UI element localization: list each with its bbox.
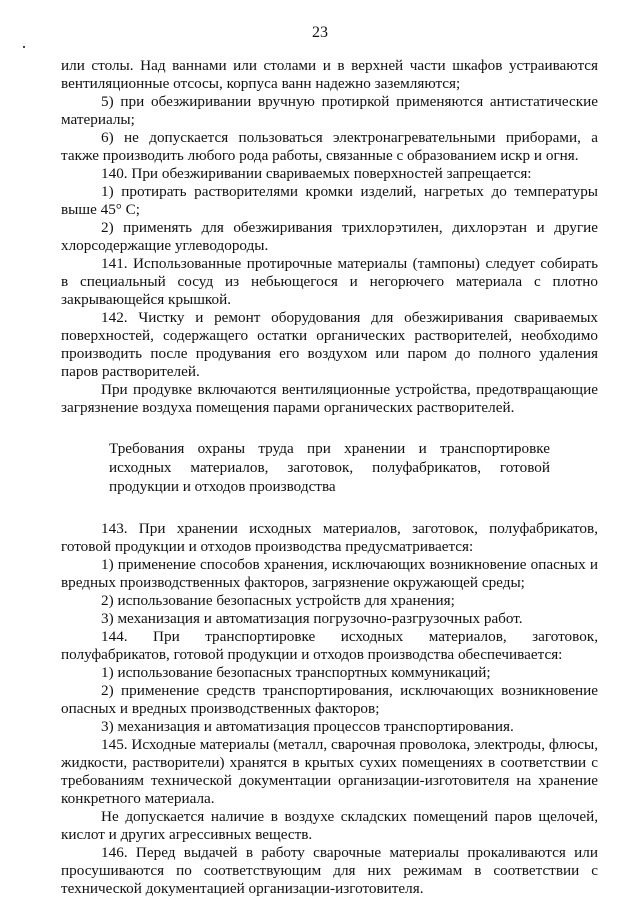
section-heading: Требования охраны труда при хранении и транспортировке исходных материалов, заготовок, полуфабрикатов, готовой продукции и отходов производства — [109, 440, 550, 495]
paragraph: 145. Исходные материалы (металл, сварочная проволока, электроды, флюсы, жидкости, растворители) хранятся в крытых сухих помещениях в соответствии с требованиям технической документации организации-изготовителя на хранение конкретного материала. — [61, 736, 598, 807]
paragraph: 5) при обезжиривании вручную протиркой применяются антистатические материалы; — [61, 93, 598, 128]
paragraph: 2) использование безопасных устройств для хранения; — [101, 592, 455, 609]
scan-speck — [23, 46, 25, 48]
paragraph: 144. При транспортировке исходных материалов, заготовок, полуфабрикатов, готовой продукции и отходов производства обеспечивается: — [61, 628, 598, 663]
paragraph: 146. Перед выдачей в работу сварочные материалы прокаливаются или просушиваются по соответствующим для них режимам в соответствии с технической документацией организации-изготовителя. — [61, 844, 598, 897]
document-body — [61, 57, 598, 898]
paragraph: 1) применение способов хранения, исключающих возникновение опасных и вредных производственных факторов, загрязнение окружающей среды; — [61, 556, 598, 591]
paragraph: 142. Чистку и ремонт оборудования для обезжиривания свариваемых поверхностей, содержащего остатки органических растворителей, необходимо производить после продувания его воздухом или паром до полного удаления паров растворителей. — [61, 309, 598, 380]
paragraph: 2) применение средств транспортирования, исключающих возникновение опасных и вредных производственных факторов; — [61, 682, 598, 717]
paragraph: 143. При хранении исходных материалов, заготовок, полуфабрикатов, готовой продукции и отходов производства предусматривается: — [61, 520, 598, 555]
paragraph: 6) не допускается пользоваться электронагревательными приборами, а также производить любого рода работы, связанные с образованием искр и огня. — [61, 129, 598, 164]
paragraph: или столы. Над ваннами или столами и в верхней части шкафов устраиваются вентиляционные отсосы, корпуса ванн надежно заземляются; — [61, 57, 598, 92]
paragraph: 140. При обезжиривании свариваемых поверхностей запрещается: — [101, 165, 532, 182]
paragraph: 2) применять для обезжиривания трихлорэтилен, дихлорэтан и другие хлорсодержащие углеводороды. — [61, 219, 598, 254]
paragraph: 1) использование безопасных транспортных коммуникаций; — [101, 664, 491, 681]
paragraph: 3) механизация и автоматизация погрузочно-разгрузочных работ. — [101, 610, 523, 627]
paragraph: 1) протирать растворителями кромки изделий, нагретых до температуры выше 45° С; — [61, 183, 598, 218]
page-number: 23 — [312, 24, 328, 41]
paragraph: При продувке включаются вентиляционные устройства, предотвращающие загрязнение воздуха помещения парами органических растворителей. — [61, 381, 598, 416]
paragraph: Не допускается наличие в воздухе складских помещений паров щелочей, кислот и других агрессивных веществ. — [61, 808, 598, 843]
paragraph: 141. Использованные протирочные материалы (тампоны) следует собирать в специальный сосуд из небьющегося и негорючего материала с плотно закрывающейся крышкой. — [61, 255, 598, 308]
paragraph: 3) механизация и автоматизация процессов транспортирования. — [101, 718, 514, 735]
